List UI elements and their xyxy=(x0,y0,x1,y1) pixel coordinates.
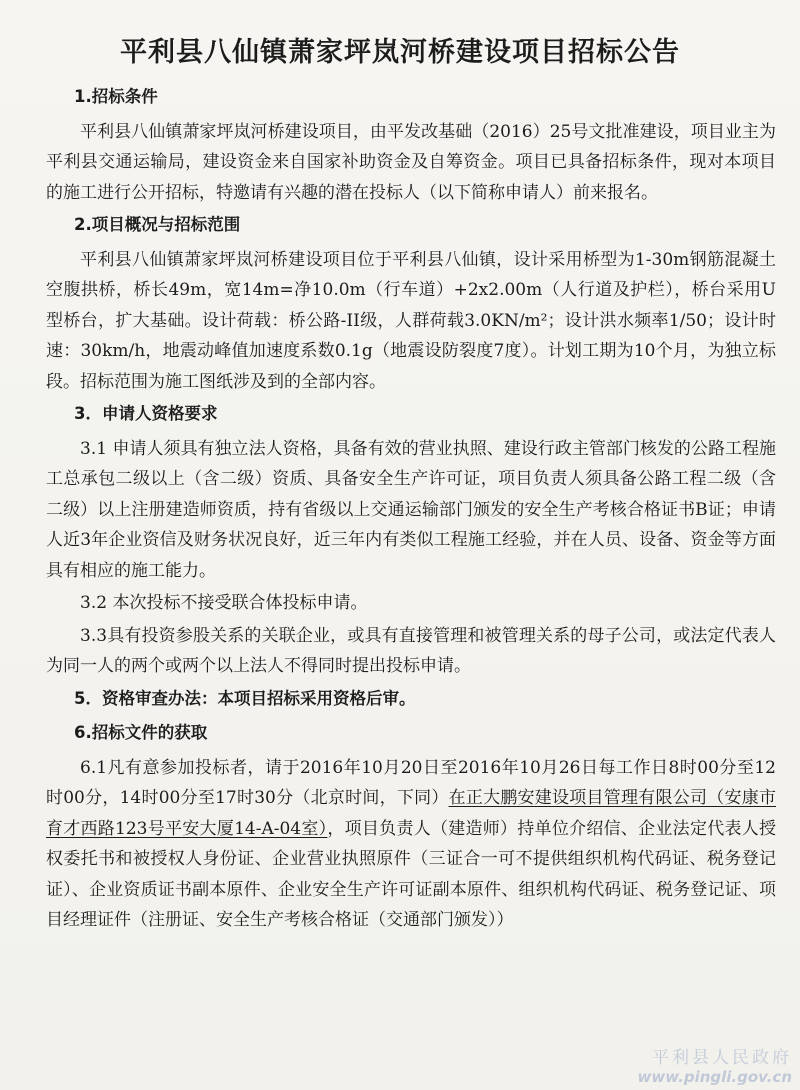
watermark-cn: 平利县人民政府 xyxy=(652,1048,792,1068)
section-6-1-paragraph xyxy=(46,753,776,936)
section-3-heading: 3．申请人资格要求 xyxy=(74,404,218,423)
section-3-1-paragraph: 3.1 申请人须具有独立法人资格，具备有效的营业执照、建设行政主管部门核发的公路工程施工总承包二级以上（含二级）资质、具备安全生产许可证，项目负责人须具备公路工程二级（含二级）以上注册建造师资质，持有省级以上交通运输部门颁发的安全生产考核合格证书B证；申请人近3年企业资信及财务状况良好，近三年内有类似工程施工经验，并在人员、设备、资金等方面具有相应的施工能力。 xyxy=(46,438,776,581)
section-1-heading: 1.招标条件 xyxy=(74,87,158,106)
watermark-url: www.pingli.gov.cn xyxy=(637,1068,792,1086)
section-6-1-text-after: ，项目负责人（建造师）持单位介绍信、企业法定代表人授权委托书和被授权人身份证、企业营业执照原件（三证合一可不提供组织机构代码证、税务登记证）、企业资质证书副本原件、企业安全生产许可证副本原件、组织机构代码证、税务登记证、项目经理证件（注册证、安全生产考核合格证（交通部门颁发）） xyxy=(46,818,776,930)
document-body xyxy=(46,80,776,938)
section-6-1-text-before: 6.1凡有意参加投标者，请于2016年10月20日至2016年10月26日每工作日8时00分至12时00分，14时00分至17时30分（北京时间，下同） xyxy=(46,757,776,808)
section-5-heading: 5．资格审查办法：本项目招标采用资格后审。 xyxy=(74,688,416,708)
document-title: 平利县八仙镇萧家坪岚河桥建设项目招标公告 xyxy=(120,37,680,68)
section-2-heading: 2.项目概况与招标范围 xyxy=(74,215,241,234)
section-2-paragraph: 平利县八仙镇萧家坪岚河桥建设项目位于平利县八仙镇，设计采用桥型为1-30m钢筋混凝土空腹拱桥，桥长49m，宽14m=净10.0m（行车道）+2x2.00m（人行道及护栏），桥台采用U型桥台，扩大基础。设计荷载：桥公路-II级，人群荷载3.0KN/m²；设计洪水频率1/50；设计时速：30km/h，地震动峰值加速度系数0.1g（地震设防裂度7度）。计划工期为10个月，为独立标段。招标范围为施工图纸涉及到的全部内容。 xyxy=(46,249,776,392)
site-watermark xyxy=(638,1043,792,1086)
section-6-1-underlined-address: 在正大鹏安建设项目管理有限公司（安康市育才西路123号平安大厦14-A-04室） xyxy=(46,788,777,839)
section-6-heading: 6.招标文件的获取 xyxy=(74,723,208,742)
section-1-paragraph: 平利县八仙镇萧家坪岚河桥建设项目，由平发改基础（2016）25号文批准建设，项目业主为平利县交通运输局，建设资金来自国家补助资金及自筹资金。项目已具备招标条件，现对本项目的施工进行公开招标，特邀请有兴趣的潜在投标人（以下简称申请人）前来报名。 xyxy=(46,121,776,203)
section-3-3-paragraph: 3.3具有投资参股关系的关联企业，或具有直接管理和被管理关系的母子公司，或法定代表人为同一人的两个或两个以上法人不得同时提出投标申请。 xyxy=(46,625,776,676)
section-3-2-paragraph: 3.2 本次投标不接受联合体投标申请。 xyxy=(80,593,368,613)
